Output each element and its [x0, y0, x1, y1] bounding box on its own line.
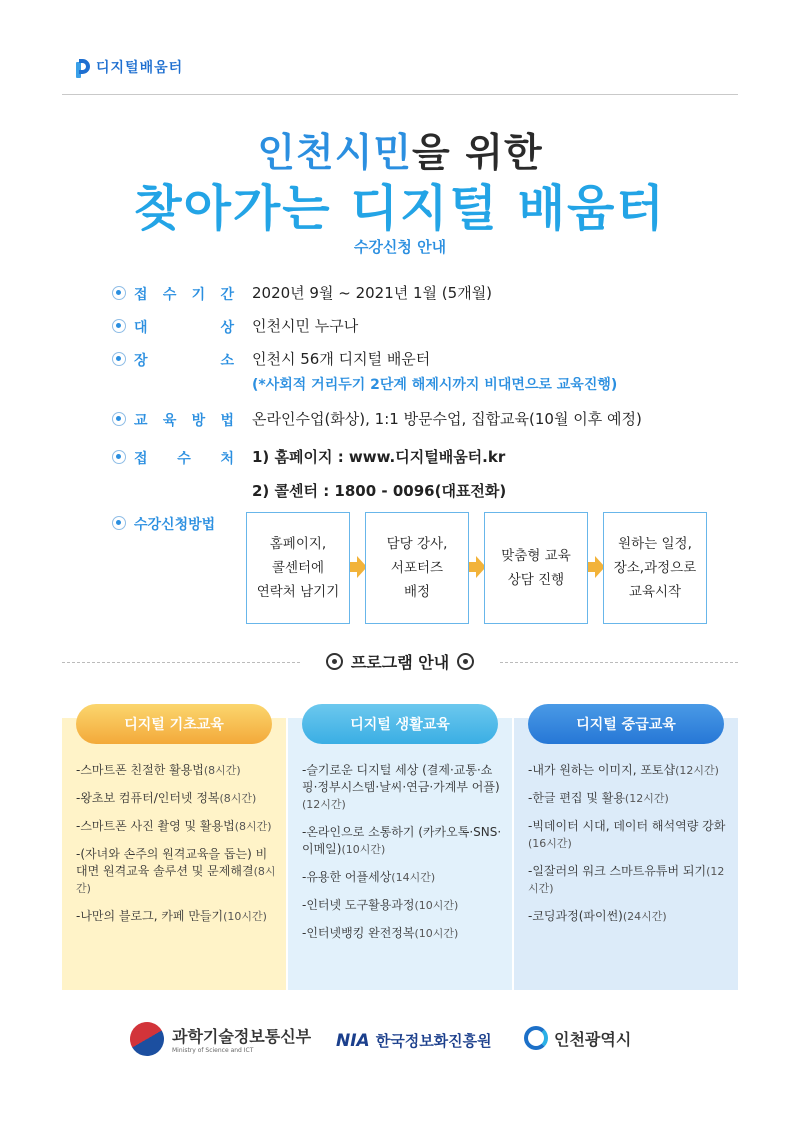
target-bullet-icon — [326, 653, 343, 670]
course-item — [76, 908, 276, 925]
info-label-char: 기 — [191, 287, 206, 303]
course-hours: (14시간) — [391, 871, 436, 884]
brand-logo — [74, 56, 183, 78]
application-flow — [246, 512, 708, 624]
flow-step-3 — [484, 512, 588, 624]
info-value-line: 2020년 9월 ~ 2021년 1월 (5개월) — [252, 284, 493, 302]
info-value-line: 인천시민 누구나 — [252, 317, 359, 335]
info-label — [112, 284, 252, 306]
course-name: -일잘러의 워크 스마트유튜버 되기 — [528, 864, 707, 878]
flow-step-line: 장소,과정으로 — [613, 560, 697, 576]
info-label-text — [134, 410, 234, 430]
program-heading-text: 프로그램 안내 — [350, 653, 450, 672]
msit-logo — [130, 1022, 311, 1056]
course-hours: (12시간) — [675, 764, 719, 777]
flow-step-2 — [365, 512, 469, 624]
info-label-char: 접 — [134, 451, 148, 467]
course-hours: (8시간) — [76, 865, 276, 895]
brand-name: 디지털배움터 — [96, 60, 184, 76]
info-value — [252, 280, 492, 306]
course-item — [76, 790, 276, 807]
info-label-char: 대 — [134, 320, 148, 336]
flow-step-4 — [603, 512, 707, 624]
info-value-line: 인천시 56개 디지털 배운터 — [252, 350, 431, 368]
circle-bullet-icon — [112, 352, 126, 366]
course-hours: (12시간) — [624, 792, 669, 805]
course-list — [302, 762, 502, 942]
title-highlight: 인천시민 — [257, 131, 413, 176]
info-row — [112, 514, 252, 534]
info-label-text — [134, 284, 234, 304]
flow-step-line: 연락처 남기기 — [256, 584, 340, 600]
program-heading — [0, 650, 800, 673]
course-hours: (12시간) — [528, 865, 725, 895]
nia-name: 한국정보화진흥원 — [375, 1032, 492, 1050]
info-row — [112, 410, 642, 432]
info-label-char: 법 — [220, 413, 234, 429]
program-column — [62, 718, 286, 990]
course-name: -빅데이터 시대, 데이터 해석역량 강화 — [528, 819, 726, 833]
circle-bullet-icon — [112, 286, 126, 300]
circle-bullet-icon — [112, 516, 126, 530]
info-label-text — [134, 317, 234, 337]
course-hours: (24시간) — [622, 910, 667, 923]
taegeuk-emblem-icon — [124, 1016, 170, 1062]
course-hours: (16시간) — [528, 837, 572, 850]
info-row — [112, 284, 492, 306]
program-column — [514, 718, 738, 990]
info-label-char: 수 — [162, 287, 177, 303]
flow-step-line: 담당 강사, — [386, 536, 448, 552]
flow-step-line: 콜센터에 — [271, 560, 325, 576]
info-label-char: 접 — [134, 287, 148, 303]
course-item — [76, 818, 276, 835]
flow-step-line: 서포터즈 — [390, 560, 444, 576]
flow-step-1 — [246, 512, 350, 624]
info-label — [112, 317, 252, 339]
course-name: -내가 원하는 이미지, 포토샵 — [528, 763, 676, 777]
course-item — [528, 818, 728, 852]
course-item — [302, 897, 502, 914]
course-name: -인터넷 도구활용과정 — [302, 898, 415, 912]
right-arrow-icon — [350, 556, 366, 578]
course-name: -나만의 블로그, 카페 만들기 — [76, 909, 224, 923]
target-bullet-icon — [457, 653, 474, 670]
footer-logos — [0, 1018, 800, 1058]
info-label — [112, 350, 252, 398]
course-list — [76, 762, 276, 925]
info-value-line: 2) 콜센터 : 1800 - 0096(대표전화) — [252, 482, 507, 500]
course-name: -온라인으로 소통하기 (카카오톡·SNS·이메일) — [302, 825, 502, 856]
course-name: -스마트폰 친절한 활용법 — [76, 763, 204, 777]
right-arrow-icon — [588, 556, 604, 578]
info-label — [112, 410, 252, 432]
info-label-char: 소 — [220, 353, 234, 369]
title-line-1-rest: 을 위한 — [412, 131, 543, 176]
course-name: -스마트폰 사진 촬영 및 활용법 — [76, 819, 235, 833]
info-row — [112, 350, 617, 398]
info-label-char: 수 — [177, 451, 191, 467]
flow-step-line: 배정 — [403, 584, 431, 600]
info-label-char: 상 — [220, 320, 234, 336]
course-hours: (10시간) — [223, 910, 267, 923]
course-name: -유용한 어플세상 — [302, 870, 392, 884]
info-value-line: 1) 홈페이지 : www.디지털배움터.kr — [252, 448, 506, 466]
course-hours: (8시간) — [203, 764, 241, 777]
course-item — [528, 908, 728, 925]
incheon-emblem-icon — [524, 1026, 548, 1050]
program-column-title: 디지털 기초교육 — [76, 704, 272, 744]
info-label-char: 육 — [162, 413, 177, 429]
info-label-char: 방 — [191, 413, 206, 429]
flow-step-line: 상담 진행 — [507, 572, 565, 588]
course-hours: (8시간) — [219, 792, 257, 805]
program-column-title: 디지털 생활교육 — [302, 704, 498, 744]
info-label-char: 처 — [220, 451, 234, 467]
course-name: -한글 편집 및 활용 — [528, 791, 625, 805]
digital-learning-logo-icon — [74, 56, 90, 78]
course-hours: (10시간) — [414, 899, 459, 912]
incheon-logo — [524, 1026, 631, 1050]
course-item — [528, 790, 728, 807]
info-value — [252, 346, 617, 398]
info-label-text — [134, 350, 234, 370]
circle-bullet-icon — [112, 450, 126, 464]
program-column — [288, 718, 512, 990]
course-name: -왕초보 컴퓨터/인터넷 정복 — [76, 791, 220, 805]
program-column-title: 디지털 중급교육 — [528, 704, 724, 744]
flow-step-line: 교육시작 — [628, 584, 682, 600]
msit-name: 과학기술정보통신부 — [172, 1027, 312, 1046]
info-label-char: 수강신청방법 — [134, 517, 216, 533]
course-item — [302, 762, 502, 813]
info-label-char: 교 — [134, 413, 148, 429]
course-name: -인터넷뱅킹 완전정복 — [302, 926, 415, 940]
course-item — [528, 762, 728, 779]
course-name: -코딩과정(파이썬) — [528, 909, 623, 923]
course-item — [76, 762, 276, 779]
info-row — [112, 317, 358, 339]
info-row — [112, 448, 506, 512]
course-item — [76, 846, 276, 897]
incheon-name: 인천광역시 — [554, 1029, 632, 1049]
course-hours: (10시간) — [414, 927, 459, 940]
info-value — [252, 444, 506, 512]
course-list — [528, 762, 728, 925]
right-arrow-icon — [469, 556, 485, 578]
course-hours: (8시간) — [234, 820, 272, 833]
course-hours: (12시간) — [302, 798, 346, 811]
msit-english-name: Ministry of Science and ICT — [172, 1047, 254, 1054]
info-label — [112, 514, 252, 534]
title-line-2: 찾아가는 디지털 배움터 — [134, 180, 666, 237]
info-label-text — [134, 514, 215, 534]
info-value-line: 온라인수업(화상), 1:1 방문수업, 집합교육(10월 이후 예정) — [252, 410, 642, 428]
info-note: (*사회적 거리두기 2단계 해제시까지 비대면으로 교육진행) — [252, 377, 618, 393]
info-value — [252, 313, 358, 339]
flow-step-line: 홈페이지, — [269, 536, 327, 552]
course-hours: (10시간) — [341, 843, 386, 856]
course-item — [528, 863, 728, 897]
info-label-char: 장 — [134, 353, 148, 369]
flow-step-line: 원하는 일정, — [618, 536, 692, 552]
info-label — [112, 448, 252, 512]
info-label-char: 간 — [220, 287, 234, 303]
subtitle: 수강신청 안내 — [353, 238, 447, 256]
flow-step-line: 맞춤형 교육 — [501, 548, 571, 564]
circle-bullet-icon — [112, 319, 126, 333]
info-label-text — [134, 448, 234, 468]
course-name: -(자녀와 손주의 원격교육을 돕는) 비대면 원격교육 솔루션 및 문제해결 — [76, 847, 268, 878]
nia-logo — [336, 1030, 492, 1051]
header-divider — [62, 94, 738, 95]
nia-abbr: NIA — [336, 1031, 370, 1051]
course-item — [302, 869, 502, 886]
course-name: -슬기로운 디지털 세상 (결제·교통·쇼핑·정부시스템·날씨·연금·가계부 어플) — [302, 763, 500, 794]
course-item — [302, 925, 502, 942]
course-item — [302, 824, 502, 858]
circle-bullet-icon — [112, 412, 126, 426]
info-value — [252, 406, 642, 432]
